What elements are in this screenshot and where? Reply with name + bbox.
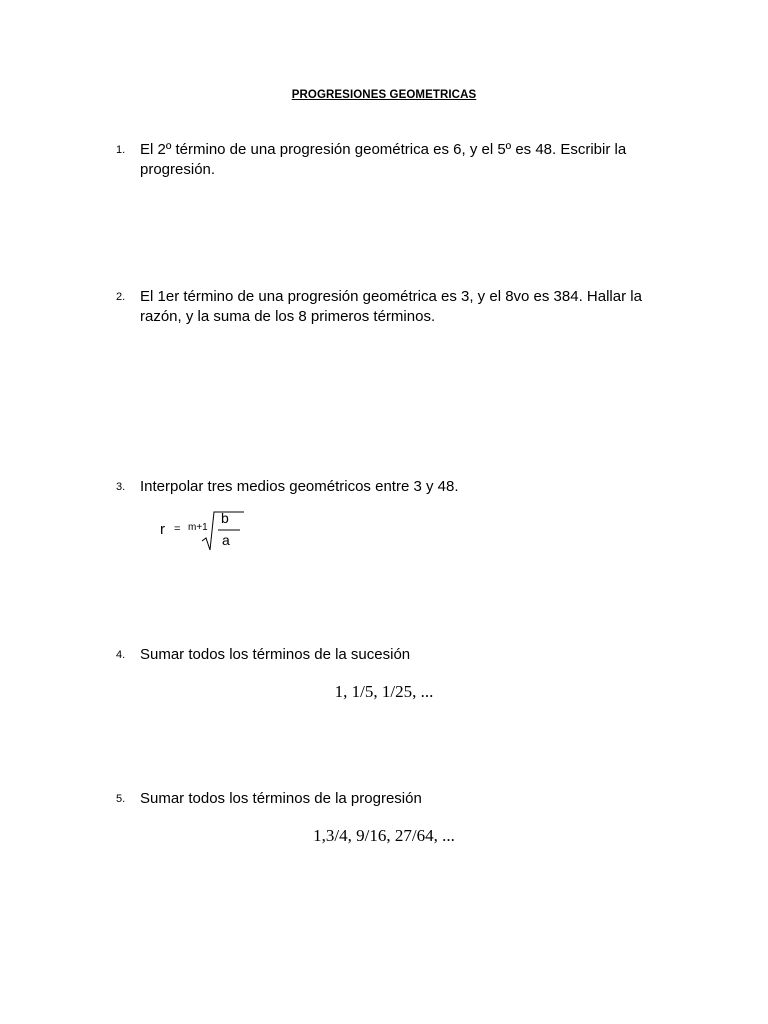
problem-text: Sumar todos los términos de la progresión (140, 790, 422, 807)
problem-text: Sumar todos los términos de la sucesión (140, 646, 411, 663)
problem-text: El 1er término de una progresión geométrica es 3, y el 8vo es 384. Hallar la razón, y la suma de los 8 primeros términos. (140, 288, 642, 325)
formula-equals: = (174, 523, 181, 535)
problem-text: El 2º término de una progresión geométrica es 6, y el 5º es 48. Escribir la progresión. (140, 141, 627, 178)
radical-sign (158, 508, 258, 554)
formula-root-index: m+1 (188, 522, 208, 533)
sequence-5: 1,3/4, 9/16, 27/64, ... (313, 826, 455, 845)
problem-number: 5. (116, 793, 126, 805)
ratio-formula (158, 508, 258, 554)
problem-number: 1. (116, 144, 126, 156)
problem-number: 4. (116, 649, 126, 661)
sequence-4: 1, 1/5, 1/25, ... (334, 682, 434, 701)
page-title: PROGRESIONES GEOMETRICAS (291, 89, 477, 101)
problem-number: 2. (116, 291, 126, 303)
formula-lhs: r (160, 521, 165, 538)
formula-denominator: a (222, 532, 230, 548)
problem-text: Interpolar tres medios geométricos entre 3 y 48. (140, 478, 459, 495)
formula-numerator: b (221, 510, 229, 526)
problem-number: 3. (116, 481, 126, 493)
